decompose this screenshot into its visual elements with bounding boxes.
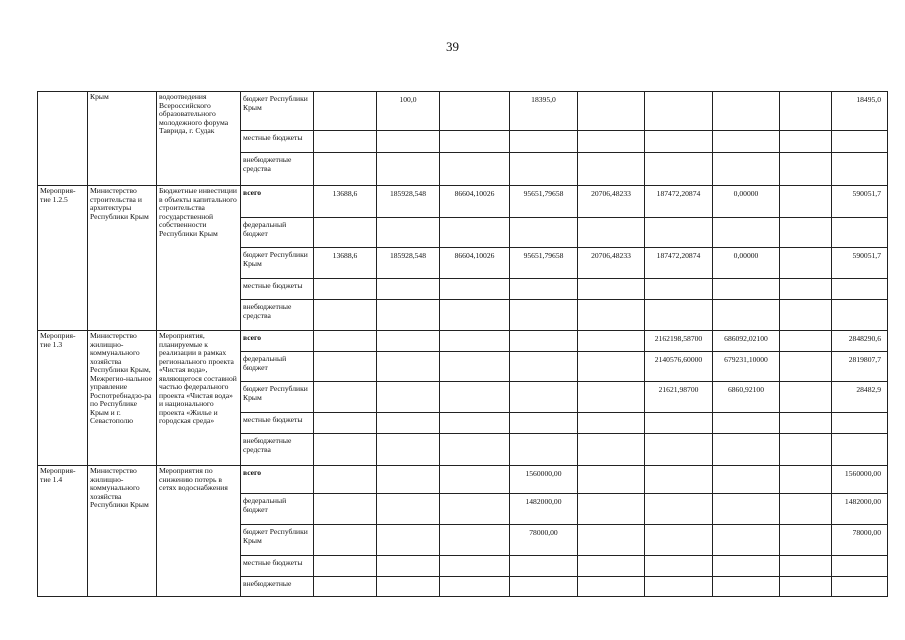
value-cell <box>510 382 578 413</box>
value-cell <box>713 466 780 494</box>
value-cell: 95651,79658 <box>510 186 578 218</box>
value-cell <box>377 413 440 434</box>
value-cell <box>645 434 713 466</box>
value-cell <box>780 556 832 577</box>
value-cell: 686092,02100 <box>713 331 780 352</box>
value-cell <box>780 153 832 186</box>
value-cell <box>780 466 832 494</box>
value-cell <box>314 413 377 434</box>
funding-source-cell: внебюджетные средства <box>241 153 314 186</box>
funding-source-cell: местные бюджеты <box>241 131 314 153</box>
value-cell <box>440 577 510 597</box>
value-cell <box>578 577 645 597</box>
value-cell: 20706,48233 <box>578 248 645 279</box>
value-cell <box>780 279 832 300</box>
value-cell <box>440 556 510 577</box>
value-cell: 679231,10000 <box>713 352 780 382</box>
funding-source-cell: внебюджетные <box>241 577 314 597</box>
table-row <box>38 186 888 218</box>
value-cell <box>780 382 832 413</box>
value-cell <box>713 525 780 556</box>
value-cell <box>377 352 440 382</box>
value-cell <box>780 331 832 352</box>
value-cell <box>314 300 377 331</box>
value-cell: 78000,00 <box>510 525 578 556</box>
value-cell <box>314 434 377 466</box>
table-row <box>38 466 888 494</box>
value-cell <box>377 434 440 466</box>
total-value-cell: 2819807,7 <box>832 352 888 382</box>
total-value-cell: 590051,7 <box>832 186 888 218</box>
value-cell <box>440 218 510 248</box>
value-cell <box>314 218 377 248</box>
value-cell: 187472,20874 <box>645 248 713 279</box>
value-cell <box>713 577 780 597</box>
value-cell: 95651,79658 <box>510 248 578 279</box>
value-cell <box>440 494 510 525</box>
value-cell <box>314 352 377 382</box>
value-cell <box>440 434 510 466</box>
value-cell <box>314 331 377 352</box>
value-cell <box>578 434 645 466</box>
value-cell <box>510 300 578 331</box>
value-cell <box>645 556 713 577</box>
measure-code-cell <box>38 92 88 186</box>
value-cell <box>713 218 780 248</box>
value-cell <box>377 131 440 153</box>
value-cell <box>780 218 832 248</box>
value-cell <box>377 218 440 248</box>
table-row <box>38 331 888 352</box>
value-cell <box>510 434 578 466</box>
value-cell <box>510 556 578 577</box>
value-cell <box>713 300 780 331</box>
total-value-cell: 1482000,00 <box>832 494 888 525</box>
total-value-cell: 18495,0 <box>832 92 888 131</box>
funding-source-cell: всего <box>241 186 314 218</box>
value-cell <box>713 413 780 434</box>
value-cell <box>440 153 510 186</box>
value-cell <box>645 92 713 131</box>
value-cell <box>440 279 510 300</box>
value-cell: 187472,20874 <box>645 186 713 218</box>
value-cell <box>510 577 578 597</box>
table-row <box>38 92 888 131</box>
value-cell: 21621,98700 <box>645 382 713 413</box>
funding-source-cell: бюджет Республики Крым <box>241 92 314 131</box>
value-cell <box>713 494 780 525</box>
value-cell <box>440 466 510 494</box>
value-cell <box>713 434 780 466</box>
value-cell <box>440 352 510 382</box>
value-cell <box>713 92 780 131</box>
value-cell: 2162198,58700 <box>645 331 713 352</box>
value-cell <box>645 131 713 153</box>
value-cell <box>440 382 510 413</box>
measure-name-cell: Мероприятия, планируемые к реализации в рамках регионального проекта «Чистая вода», являющегося составной частью федерального проекта «Чистая вода» и национального проекта «Жилье и городская среда» <box>157 331 241 466</box>
total-value-cell: 78000,00 <box>832 525 888 556</box>
total-value-cell <box>832 577 888 597</box>
value-cell: 20706,48233 <box>578 186 645 218</box>
value-cell <box>510 131 578 153</box>
value-cell: 13688,6 <box>314 248 377 279</box>
value-cell <box>377 331 440 352</box>
total-value-cell <box>832 434 888 466</box>
value-cell <box>645 577 713 597</box>
value-cell <box>377 556 440 577</box>
value-cell <box>314 279 377 300</box>
value-cell <box>440 525 510 556</box>
table-body <box>38 92 888 597</box>
value-cell <box>578 525 645 556</box>
funding-source-cell: внебюджетные средства <box>241 300 314 331</box>
value-cell <box>780 92 832 131</box>
value-cell <box>440 331 510 352</box>
value-cell: 18395,0 <box>510 92 578 131</box>
value-cell <box>780 300 832 331</box>
funding-source-cell: бюджет Республики Крым <box>241 525 314 556</box>
value-cell <box>510 218 578 248</box>
value-cell <box>645 300 713 331</box>
funding-source-cell: бюджет Республики Крым <box>241 382 314 413</box>
value-cell <box>578 92 645 131</box>
executor-cell: Министерство жилищно-коммунального хозяйства Республики Крым, Межрегио-нальное управление Роспотребнадзо-ра по Республике Крым и г. Севастополю <box>88 331 157 466</box>
value-cell <box>645 466 713 494</box>
value-cell: 185928,548 <box>377 186 440 218</box>
value-cell <box>780 434 832 466</box>
value-cell <box>314 153 377 186</box>
value-cell <box>578 352 645 382</box>
total-value-cell: 1560000,00 <box>832 466 888 494</box>
value-cell <box>440 300 510 331</box>
total-value-cell <box>832 300 888 331</box>
value-cell: 1560000,00 <box>510 466 578 494</box>
executor-cell: Крым <box>88 92 157 186</box>
value-cell <box>578 300 645 331</box>
value-cell <box>578 218 645 248</box>
value-cell <box>510 153 578 186</box>
value-cell <box>578 556 645 577</box>
value-cell <box>780 494 832 525</box>
value-cell <box>713 131 780 153</box>
value-cell: 86604,10026 <box>440 248 510 279</box>
value-cell <box>578 331 645 352</box>
value-cell: 86604,10026 <box>440 186 510 218</box>
funding-source-cell: местные бюджеты <box>241 413 314 434</box>
value-cell <box>780 577 832 597</box>
value-cell: 100,0 <box>377 92 440 131</box>
value-cell <box>645 279 713 300</box>
total-value-cell <box>832 218 888 248</box>
funding-source-cell: бюджет Республики Крым <box>241 248 314 279</box>
value-cell <box>314 494 377 525</box>
value-cell <box>578 131 645 153</box>
value-cell <box>377 153 440 186</box>
value-cell: 0,00000 <box>713 248 780 279</box>
value-cell <box>377 494 440 525</box>
value-cell <box>377 300 440 331</box>
budget-table <box>37 91 888 597</box>
value-cell <box>645 413 713 434</box>
value-cell <box>780 525 832 556</box>
total-value-cell <box>832 556 888 577</box>
total-value-cell <box>832 413 888 434</box>
value-cell: 6860,92100 <box>713 382 780 413</box>
value-cell <box>314 577 377 597</box>
total-value-cell <box>832 131 888 153</box>
value-cell <box>510 279 578 300</box>
value-cell <box>578 382 645 413</box>
measure-code-cell: Мероприя-тие 1.2.5 <box>38 186 88 331</box>
measure-name-cell: Мероприятия по снижению потерь в сетях водоснабжения <box>157 466 241 597</box>
executor-cell: Министерство жилищно-коммунального хозяйства Республики Крым <box>88 466 157 597</box>
value-cell <box>377 525 440 556</box>
total-value-cell: 2848290,6 <box>832 331 888 352</box>
measure-name-cell: Бюджетные инвестиции в объекты капитального строительства государственной собственности Республики Крым <box>157 186 241 331</box>
measure-name-cell: водоотведения Всероссийского образовательного молодежного форума Таврида, г. Судак <box>157 92 241 186</box>
value-cell <box>377 279 440 300</box>
value-cell <box>578 279 645 300</box>
funding-source-cell: местные бюджеты <box>241 279 314 300</box>
executor-cell: Министерство строительства и архитектуры Республики Крым <box>88 186 157 331</box>
value-cell <box>510 331 578 352</box>
value-cell <box>645 525 713 556</box>
value-cell: 1482000,00 <box>510 494 578 525</box>
value-cell <box>780 413 832 434</box>
funding-source-cell: всего <box>241 331 314 352</box>
value-cell <box>780 248 832 279</box>
value-cell: 185928,548 <box>377 248 440 279</box>
value-cell <box>440 413 510 434</box>
value-cell <box>713 279 780 300</box>
total-value-cell: 590051,7 <box>832 248 888 279</box>
value-cell <box>510 413 578 434</box>
value-cell <box>780 186 832 218</box>
value-cell <box>377 577 440 597</box>
value-cell <box>314 382 377 413</box>
value-cell <box>314 131 377 153</box>
value-cell <box>713 153 780 186</box>
page-number: 39 <box>446 39 459 54</box>
value-cell: 2140576,60000 <box>645 352 713 382</box>
value-cell <box>377 382 440 413</box>
value-cell <box>780 131 832 153</box>
value-cell: 13688,6 <box>314 186 377 218</box>
value-cell <box>578 494 645 525</box>
value-cell <box>314 556 377 577</box>
value-cell <box>578 466 645 494</box>
funding-source-cell: всего <box>241 466 314 494</box>
value-cell <box>578 413 645 434</box>
value-cell <box>377 466 440 494</box>
value-cell <box>314 92 377 131</box>
value-cell <box>510 352 578 382</box>
funding-source-cell: федеральный бюджет <box>241 494 314 525</box>
total-value-cell <box>832 279 888 300</box>
value-cell <box>440 92 510 131</box>
total-value-cell <box>832 153 888 186</box>
funding-source-cell: местные бюджеты <box>241 556 314 577</box>
value-cell: 0,00000 <box>713 186 780 218</box>
measure-code-cell: Мероприя-тие 1.4 <box>38 466 88 597</box>
funding-source-cell: федеральный бюджет <box>241 218 314 248</box>
funding-source-cell: внебюджетные средства <box>241 434 314 466</box>
measure-code-cell: Мероприя-тие 1.3 <box>38 331 88 466</box>
value-cell <box>645 494 713 525</box>
value-cell <box>645 153 713 186</box>
value-cell <box>780 352 832 382</box>
value-cell <box>440 131 510 153</box>
value-cell <box>314 525 377 556</box>
value-cell <box>713 556 780 577</box>
value-cell <box>578 153 645 186</box>
value-cell <box>645 218 713 248</box>
funding-source-cell: федеральный бюджет <box>241 352 314 382</box>
total-value-cell: 28482,9 <box>832 382 888 413</box>
value-cell <box>314 466 377 494</box>
